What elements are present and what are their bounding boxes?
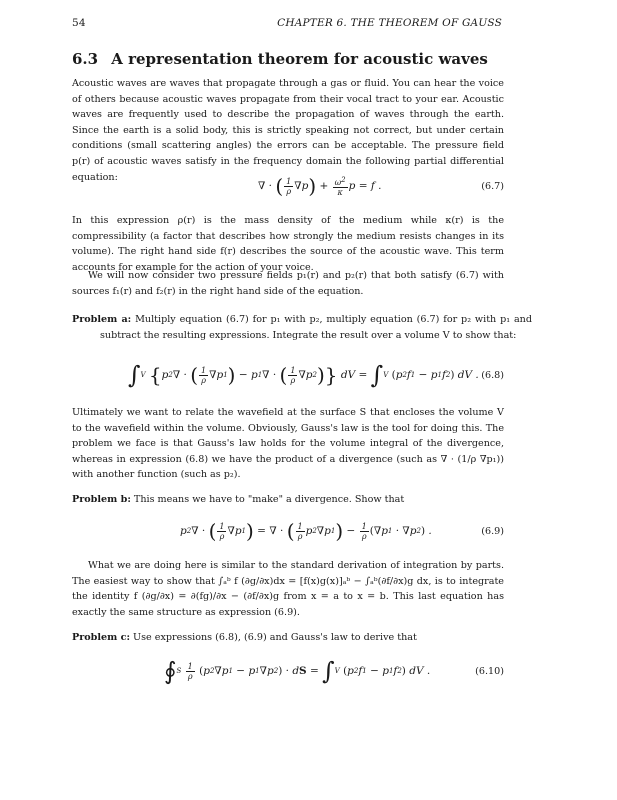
- paragraph-definitions: In this expression ρ(r) is the mass density of the medium while κ(r) is the compressibility (a factor that describes how strongly the medium resists changes in its volume). The right hand side f(r) describes the source of the acoustic wave. This term accounts for example for the action of your voice.: [72, 215, 504, 273]
- section-title: A representation theorem for acoustic waves: [111, 50, 488, 68]
- paragraph-two-fields: We will now consider two pressure fields p₁(r) and p₂(r) that both satisfy (6.7) with sources f₁(r) and f₂(r) in the right hand side of the equation.: [72, 270, 504, 297]
- problem-b: [72, 492, 504, 508]
- equation-6-8-body: ∫ V { p 2 ∇ · ( $\frac{1}{\rho}$ ∇ p 1 ) − p 1 ∇ · ( $\frac{1}{\rho}$ ∇ p 2 ) } dV = ∫ V ( p 2 f 1 − p 1 f 2 ) dV .: [128, 361, 479, 389]
- problem-c: [72, 630, 504, 646]
- page-number: 54: [72, 17, 86, 29]
- equation-6-7: [72, 171, 504, 201]
- problem-a: [72, 312, 532, 343]
- section-heading: [72, 50, 532, 68]
- problem-b-label: Problem b:: [72, 494, 131, 505]
- equation-6-9: [72, 516, 504, 546]
- problem-a-label: Problem a:: [72, 314, 132, 325]
- equation-number: (6.8): [481, 369, 504, 381]
- paragraph-gauss: Ultimately we want to relate the wavefield at the surface S that encloses the volume V to the wavefield within the volume. Obviously, Gauss's law is the tool for doing this. The problem we face is that Gauss's law holds for the volume integral of the divergence, whereas in expression (6.8) we have the product of a divergence (such as ∇ · (1/ρ ∇p₁)) with another function (such as p₂).: [72, 407, 504, 481]
- problem-c-label: Problem c:: [72, 632, 130, 643]
- chapter-title: CHAPTER 6. THE THEOREM OF GAUSS: [277, 17, 502, 29]
- equation-6-7-body: ∇ · ( $\frac{1}{\rho}$ ∇ p ) + $\frac{\omega 2}{\kappa}$ p = f .: [258, 174, 382, 198]
- equation-6-9-body: p 2 ∇ · ( $\frac{1}{\rho}$ ∇ p 1 ) = ∇ · ( $\frac{1}{\rho}$ p 2 ∇ p 1 ) − $\frac{1}{\rho}$ (∇ p 1 · ∇ p 2 ) .: [180, 519, 432, 543]
- equation-6-10: [72, 656, 504, 686]
- running-header: [72, 17, 502, 31]
- equation-6-8: [72, 360, 504, 390]
- paragraph-intro: Acoustic waves are waves that propagate through a gas or fluid. You can hear the voice of others because acoustic waves propagate from their vocal tract to your ear. Acoustic waves are frequently used to describe the propagation of waves through the earth. Since the earth is a solid body, this is strictly speaking not correct, but under certain conditions (small scattering angles) the errors can be acceptable. The pressure field p(r) of acoustic waves satisfy in the frequency domain the following partial differential equation:: [72, 78, 504, 183]
- paragraph-integration-by-parts: What we are doing here is similar to the standard derivation of integration by parts. The easiest way to show that ∫ₐᵇ f (∂g/∂x)dx = [f(x)g(x)]ₐᵇ − ∫ₐᵇ(∂f/∂x)g dx, is to integrate the identity f (∂g/∂x) = ∂(fg)/∂x − (∂f/∂x)g from x = a to x = b. This last equation has exactly the same structure as expression (6.9).: [72, 560, 504, 618]
- problem-b-text: This means we have to "make" a divergence. Show that: [130, 494, 405, 505]
- equation-6-10-body: ∮ S $\frac{1}{\rho}$ ( p 2 ∇ p 1 − p 1 ∇ p 2 ) · d S = ∫ V ( p 2 f 1 − p 1 f 2 ) dV .: [164, 657, 431, 685]
- equation-number: (6.10): [475, 665, 504, 677]
- problem-a-text: Multiply equation (6.7) for p₁ with p₂, multiply equation (6.7) for p₂ with p₁ and subtract the resulting expressions. Integrate the result over a volume V to show that:: [100, 314, 533, 341]
- equation-number: (6.9): [481, 525, 504, 537]
- equation-number: (6.7): [481, 180, 504, 192]
- section-number: 6.3: [72, 50, 99, 68]
- problem-c-text: Use expressions (6.8), (6.9) and Gauss's law to derive that: [130, 632, 417, 643]
